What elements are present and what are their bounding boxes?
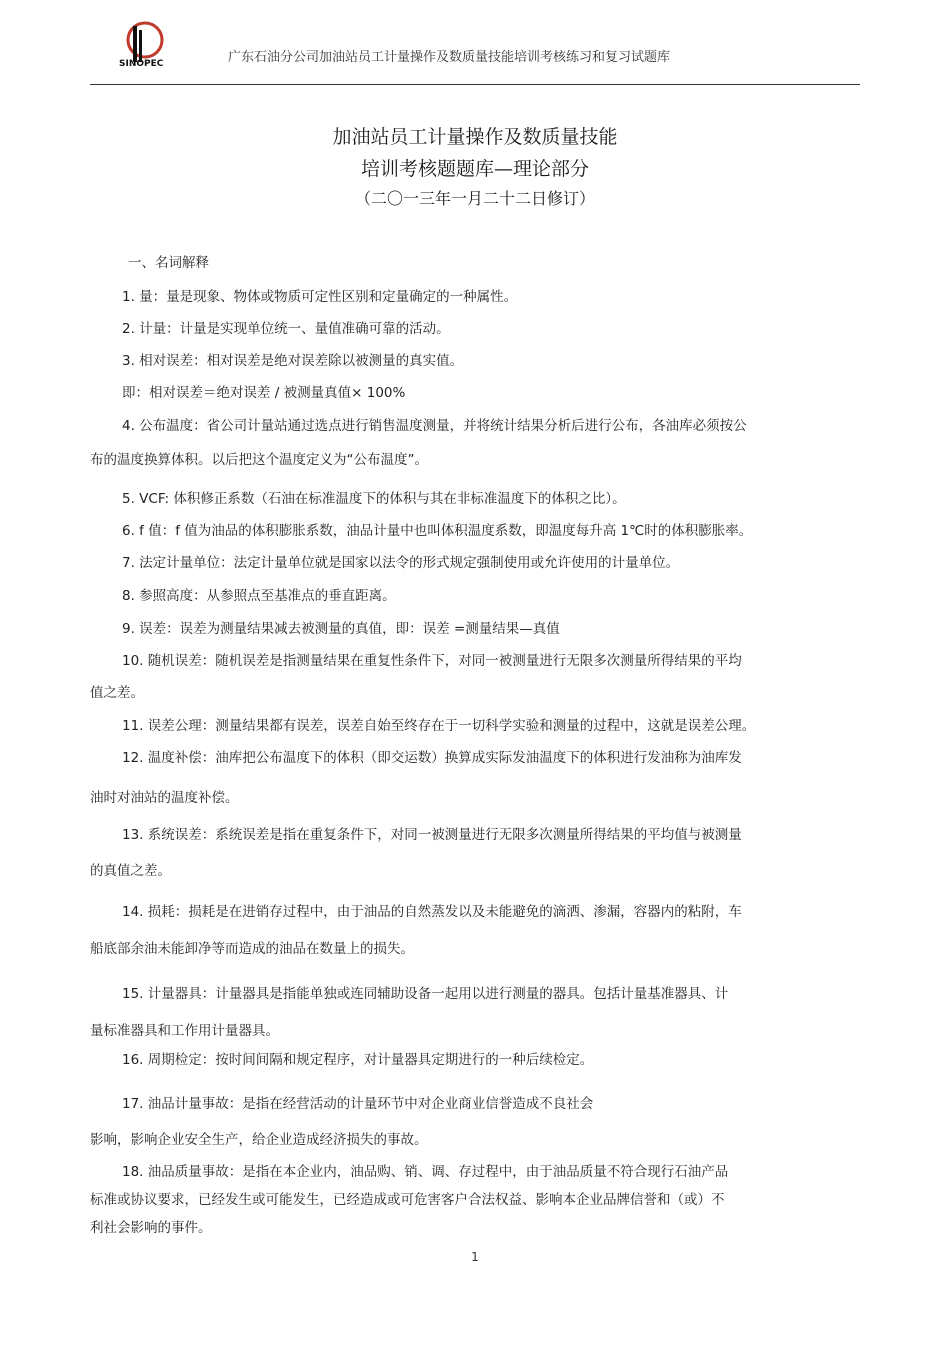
sinopec-logo	[115, 18, 167, 70]
term-line: 10. 随机误差：随机误差是指测量结果在重复性条件下，对同一被测量进行无限多次测量所得结果的平均	[122, 653, 742, 669]
term-line: 4. 公布温度：省公司计量站通过选点进行销售温度测量，并将统计结果分析后进行公布，各油库必须按公	[122, 418, 747, 434]
document-title-line1: 加油站员工计量操作及数质量技能	[332, 126, 618, 148]
header-title: 广东石油分公司加油站员工计量操作及数质量技能培训考核练习和复习试题库	[228, 50, 671, 65]
document-title-line2: 培训考核题题库—理论部分	[360, 158, 589, 180]
term-line: 布的温度换算体积。以后把这个温度定义为“公布温度”。	[90, 452, 428, 468]
term-line: 18. 油品质量事故：是指在本企业内，油品购、销、调、存过程中，由于油品质量不符合现行石油产品	[122, 1164, 729, 1180]
term-line: 16. 周期检定：按时间间隔和规定程序，对计量器具定期进行的一种后续检定。	[122, 1052, 594, 1068]
term-line: 8. 参照高度：从参照点至基准点的垂直距离。	[122, 588, 396, 604]
term-line: 17. 油品计量事故：是指在经营活动的计量环节中对企业商业信誉造成不良社会	[122, 1096, 594, 1112]
term-line: 2. 计量：计量是实现单位统一、量值准确可靠的活动。	[122, 321, 450, 337]
term-line: 9. 误差：误差为测量结果减去被测量的真值，即：误差 =测量结果—真值	[122, 621, 560, 637]
term-line: 14. 损耗：损耗是在进销存过程中，由于油品的自然蒸发以及未能避免的滴洒、渗漏，容器内的粘附，车	[122, 904, 742, 920]
section-heading: 一、名词解释	[128, 255, 209, 271]
header-divider	[90, 84, 860, 85]
document-revision-date: （二〇一三年一月二十二日修订）	[354, 189, 595, 208]
term-line: 5. VCF: 体积修正系数（石油在标准温度下的体积与其在非标准温度下的体积之比）。	[122, 491, 626, 507]
term-line: 15. 计量器具：计量器具是指能单独或连同辅助设备一起用以进行测量的器具。包括计量基准器具、计	[122, 986, 729, 1002]
term-line: 的真值之差。	[90, 863, 171, 879]
term-line: 标准或协议要求，已经发生或可能发生，已经造成或可危害客户合法权益、影响本企业品牌信誉和（或）不	[90, 1192, 725, 1208]
term-line: 6. f 值：f 值为油品的体积膨胀系数，油品计量中也叫体积温度系数，即温度每升高 1℃时的体积膨胀率。	[122, 523, 753, 539]
svg-text:SINOPEC: SINOPEC	[119, 59, 164, 69]
term-line: 量标准器具和工作用计量器具。	[90, 1023, 279, 1039]
term-line: 值之差。	[90, 685, 144, 701]
term-line: 12. 温度补偿：油库把公布温度下的体积（即交运数）换算成实际发油温度下的体积进行发油称为油库发	[122, 750, 742, 766]
term-line: 油时对油站的温度补偿。	[90, 790, 239, 806]
term-line: 11. 误差公理：测量结果都有误差，误差自始至终存在于一切科学实验和测量的过程中，这就是误差公理。	[122, 718, 756, 734]
term-line: 7. 法定计量单位：法定计量单位就是国家以法令的形式规定强制使用或允许使用的计量单位。	[122, 555, 680, 571]
term-line: 1. 量：量是现象、物体或物质可定性区别和定量确定的一种属性。	[122, 289, 518, 305]
term-line: 船底部余油未能卸净等而造成的油品在数量上的损失。	[90, 941, 414, 957]
term-line: 影响，影响企业安全生产，给企业造成经济损失的事故。	[90, 1132, 428, 1148]
term-line: 3. 相对误差：相对误差是绝对误差除以被测量的真实值。	[122, 353, 464, 369]
page-number: 1	[471, 1250, 479, 1264]
term-line: 利社会影响的事件。	[90, 1220, 212, 1236]
term-line: 即：相对误差＝绝对误差 / 被测量真值× 100%	[122, 385, 406, 401]
term-line: 13. 系统误差：系统误差是指在重复条件下，对同一被测量进行无限多次测量所得结果的平均值与被测量	[122, 827, 742, 843]
